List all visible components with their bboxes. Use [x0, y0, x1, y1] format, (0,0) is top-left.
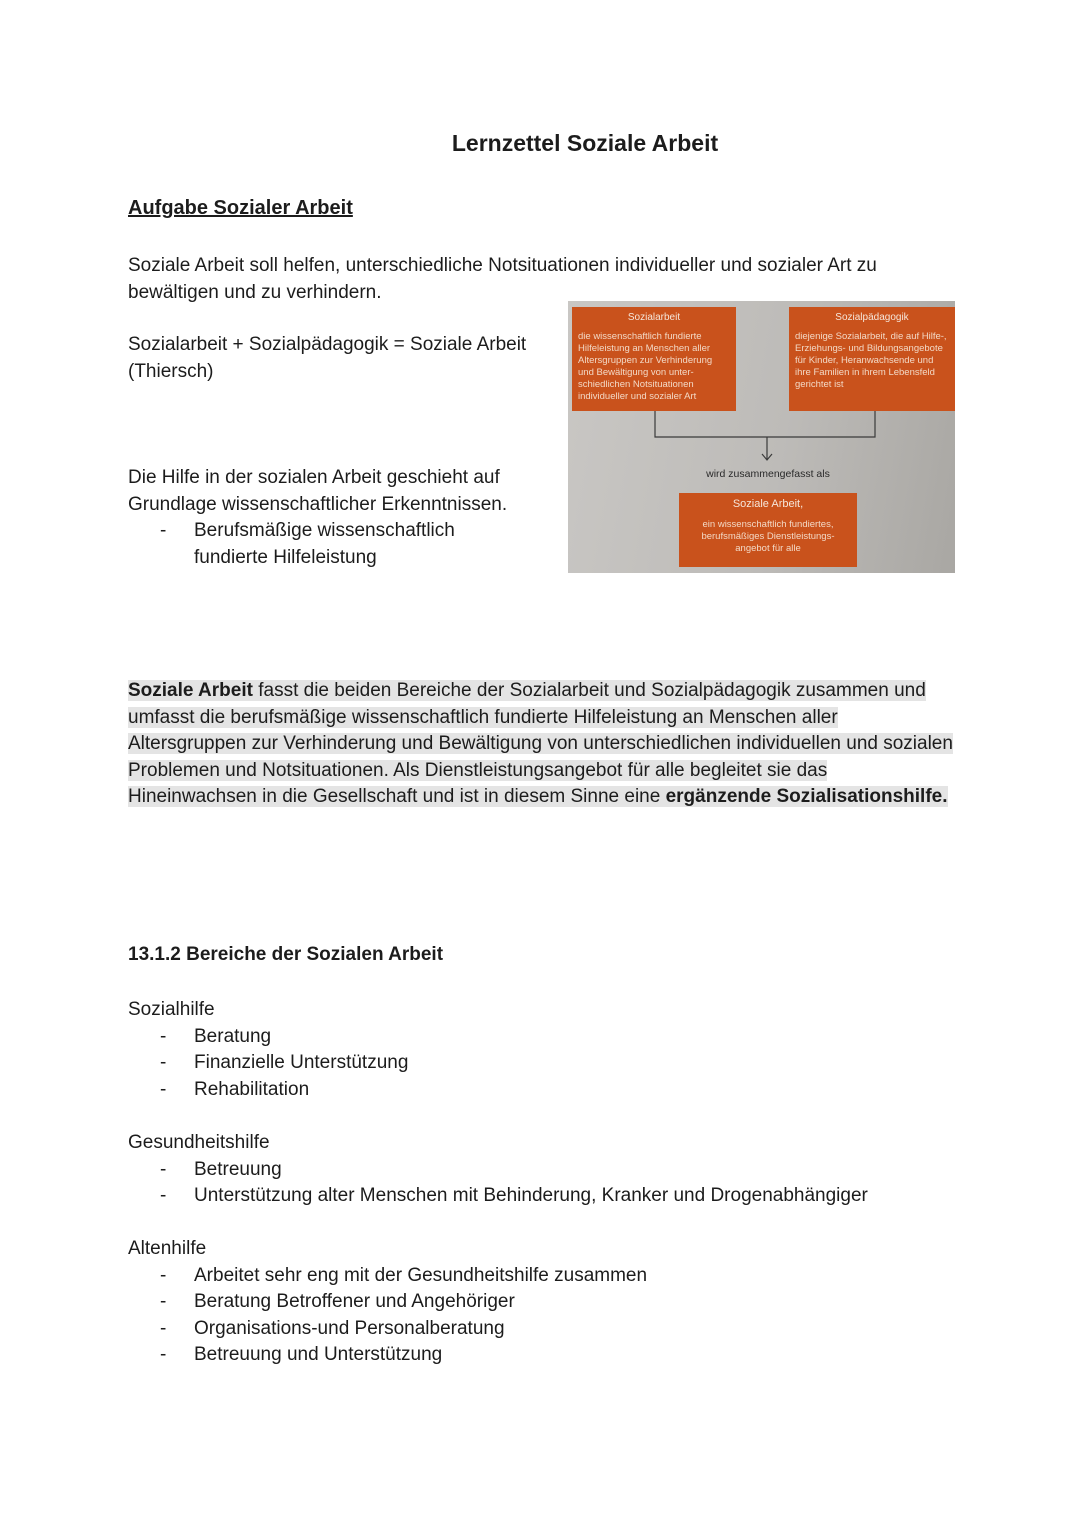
diagram-box-text: ein wissenschaftlich fundiertes, berufsmäßiges Dienstleistungsangebot für alle — [701, 519, 835, 554]
diagram-image — [568, 301, 955, 573]
group-title: Altenhilfe — [128, 1238, 207, 1259]
section-heading-bereiche: 13.1.2 Bereiche der Sozialen Arbeit — [128, 944, 444, 965]
diagram-box-text: diejenige Sozialarbeit, die auf Hilfe-, Erziehungs- und Bildungsangebote für Kinder, Heranwachsende und ihre Familien in ihrem Lebensfeld gerichtet ist — [795, 331, 947, 390]
page-title: Lernzettel Soziale Arbeit — [451, 130, 719, 156]
diagram-box-text: die wissenschaftlich fundierte Hilfeleistung an Menschen aller Altersgruppen zur Verhinderung und Bewältigung von unterschiedlichen Notsituationen individueller und sozialer Art — [578, 331, 713, 402]
group-gesundheitshilfe — [128, 1130, 1008, 1210]
group-title: Sozialhilfe — [128, 999, 215, 1020]
summary-term: Soziale Arbeit — [128, 680, 253, 701]
group-list — [128, 1024, 968, 1104]
list-item — [128, 518, 558, 571]
intro-paragraph — [128, 253, 968, 306]
diagram-box-soziale-arbeit — [679, 493, 857, 567]
diagram-box-title: Soziale Arbeit, — [732, 498, 804, 510]
diagram-box-sozialpaedagogik — [789, 307, 955, 411]
list-item: - Finanzielle Unterstützung — [128, 1050, 968, 1077]
diagram-box-sozialarbeit — [572, 307, 736, 411]
intro-line-2: bewältigen und zu verhindern. — [128, 281, 382, 303]
group-list — [128, 1263, 968, 1369]
list-item: - Organisations-und Personalberatung — [128, 1316, 968, 1343]
basis-bullet-line-2: fundierte Hilfeleistung — [194, 546, 377, 568]
formula-line-1: Sozialarbeit + Sozialpädagogik = Soziale Arbeit — [128, 334, 527, 355]
group-list — [128, 1157, 1008, 1210]
diagram-connector-label: wird zusammengefasst als — [706, 468, 830, 480]
basis-line-1: Die Hilfe in der sozialen Arbeit geschieht auf — [128, 467, 500, 488]
list-item: - Rehabilitation — [128, 1077, 968, 1104]
summary-emphasis: ergänzende Sozialisationshilfe. — [665, 786, 948, 808]
formula-line-2: (Thiersch) — [128, 360, 214, 382]
list-item: - Beratung — [128, 1024, 968, 1051]
basis-paragraph — [128, 465, 558, 571]
basis-bullet-line-1: - Berufsmäßige wissenschaftlich — [194, 520, 455, 541]
formula-paragraph — [128, 332, 558, 385]
group-sozialhilfe — [128, 997, 968, 1103]
intro-line-1: Soziale Arbeit soll helfen, unterschiedliche Notsituationen individueller und sozialer Art zu — [128, 255, 877, 276]
summary-text: fasst die beiden Bereiche der Sozialarbeit und Sozialpädagogik zusammen und umfasst die berufsmäßige wissenschaftlich fundierte Hilfeleistung an Menschen aller Altersgruppen zur Verhinderung und Bewältigung von unterschiedlichen individuellen und sozialen Problemen und Notsituationen. Als Dienstleistungsangebot für alle begleitet sie das Hineinwachsen in die Gesellschaft und ist in diesem Sinne eine — [128, 680, 953, 808]
diagram-box-title: Sozialpädagogik — [835, 312, 909, 323]
basis-bullet-list — [128, 518, 558, 571]
list-item: - Beratung Betroffener und Angehöriger — [128, 1289, 968, 1316]
group-title: Gesundheitshilfe — [128, 1132, 270, 1153]
list-item: - Unterstützung alter Menschen mit Behinderung, Kranker und Drogenabhängiger — [128, 1183, 1008, 1210]
basis-line-2: Grundlage wissenschaftlicher Erkenntnissen. — [128, 493, 508, 515]
list-item: - Betreuung — [128, 1157, 1008, 1184]
list-item: - Betreuung und Unterstützung — [128, 1342, 968, 1369]
section-heading-aufgabe: Aufgabe Sozialer Arbeit — [128, 197, 353, 219]
diagram-box-title: Sozialarbeit — [627, 312, 681, 323]
group-altenhilfe — [128, 1236, 968, 1369]
summary-paragraph — [128, 678, 958, 811]
list-item: - Arbeitet sehr eng mit der Gesundheitshilfe zusammen — [128, 1263, 968, 1290]
